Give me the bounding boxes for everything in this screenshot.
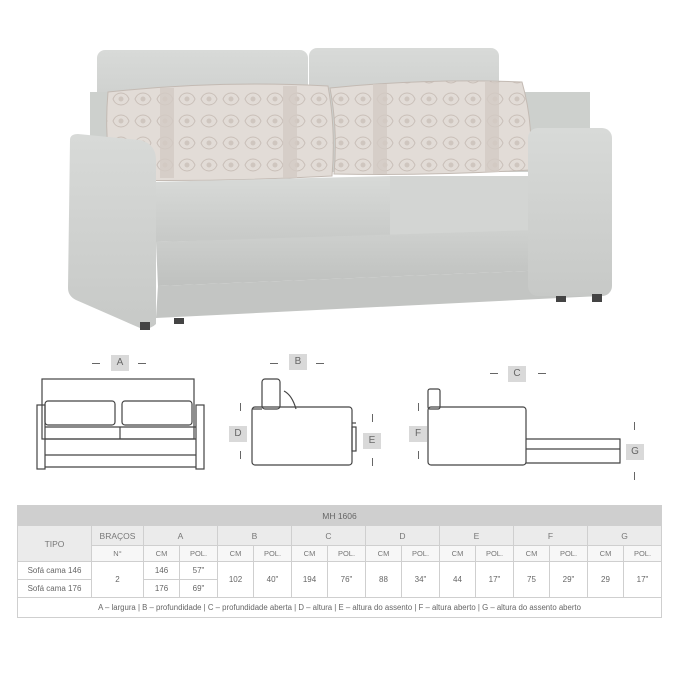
sub-cm: CM bbox=[440, 546, 476, 562]
a-cm-value: 176 bbox=[144, 580, 180, 598]
open-view-drawing bbox=[428, 389, 620, 465]
a-pol-value: 69" bbox=[180, 580, 218, 598]
dimension-drawings bbox=[0, 345, 673, 495]
sub-cm: CM bbox=[514, 546, 550, 562]
dim-c-tick-right bbox=[538, 373, 546, 374]
dim-label-b: B bbox=[289, 354, 307, 370]
dim-label-d: D bbox=[229, 426, 247, 442]
dim-g-tick-bottom bbox=[634, 472, 635, 480]
dim-a-tick-right bbox=[138, 363, 146, 364]
bracos-value: 2 bbox=[92, 562, 144, 598]
dim-g-tick-top bbox=[634, 422, 635, 430]
sub-cm: CM bbox=[292, 546, 328, 562]
sub-cm: CM bbox=[588, 546, 624, 562]
sub-pol: POL. bbox=[550, 546, 588, 562]
header-b: B bbox=[218, 526, 292, 546]
dim-label-f: F bbox=[409, 426, 427, 442]
dim-label-a: A bbox=[111, 355, 129, 371]
dim-d-tick-top bbox=[240, 403, 241, 411]
sub-pol: POL. bbox=[402, 546, 440, 562]
header-d: D bbox=[366, 526, 440, 546]
b-cm-value: 102 bbox=[218, 562, 254, 598]
header-f: F bbox=[514, 526, 588, 546]
sub-bracos: N° bbox=[92, 546, 144, 562]
dim-e-tick-top bbox=[372, 414, 373, 422]
dim-f-tick-top bbox=[418, 403, 419, 411]
sub-cm: CM bbox=[144, 546, 180, 562]
row-tipo: Sofá cama 146 bbox=[18, 562, 92, 580]
f-pol-value: 29" bbox=[550, 562, 588, 598]
sub-cm: CM bbox=[366, 546, 402, 562]
sub-pol: POL. bbox=[624, 546, 662, 562]
header-c: C bbox=[292, 526, 366, 546]
c-pol-value: 76" bbox=[328, 562, 366, 598]
g-pol-value: 17" bbox=[624, 562, 662, 598]
dim-d-tick-bottom bbox=[240, 451, 241, 459]
front-view-drawing bbox=[37, 379, 204, 469]
e-pol-value: 17" bbox=[476, 562, 514, 598]
table-row bbox=[18, 562, 662, 580]
spec-table bbox=[17, 505, 662, 618]
dim-c-tick-left bbox=[490, 373, 498, 374]
side-view-drawing bbox=[252, 379, 356, 465]
dim-f-tick-bottom bbox=[418, 451, 419, 459]
d-pol-value: 34" bbox=[402, 562, 440, 598]
dim-label-g: G bbox=[626, 444, 644, 460]
header-bracos: BRAÇOS bbox=[92, 526, 144, 546]
dim-a-tick-left bbox=[92, 363, 100, 364]
row-tipo: Sofá cama 176 bbox=[18, 580, 92, 598]
dim-label-e: E bbox=[363, 433, 381, 449]
g-cm-value: 29 bbox=[588, 562, 624, 598]
sub-pol: POL. bbox=[180, 546, 218, 562]
e-cm-value: 44 bbox=[440, 562, 476, 598]
header-g: G bbox=[588, 526, 662, 546]
dim-e-tick-bottom bbox=[372, 458, 373, 466]
sub-pol: POL. bbox=[328, 546, 366, 562]
dim-b-tick-right bbox=[316, 363, 324, 364]
header-e: E bbox=[440, 526, 514, 546]
dimension-legend: A – largura | B – profundidade | C – profundidade aberta | D – altura | E – altura do assento | F – altura aberto | G – altura do assento aberto bbox=[18, 598, 662, 618]
dim-label-c: C bbox=[508, 366, 526, 382]
b-pol-value: 40" bbox=[254, 562, 292, 598]
header-a: A bbox=[144, 526, 218, 546]
dim-b-tick-left bbox=[270, 363, 278, 364]
model-title: MH 1606 bbox=[18, 506, 662, 526]
f-cm-value: 75 bbox=[514, 562, 550, 598]
c-cm-value: 194 bbox=[292, 562, 328, 598]
header-tipo: TIPO bbox=[18, 526, 92, 562]
a-pol-value: 57" bbox=[180, 562, 218, 580]
sub-cm: CM bbox=[218, 546, 254, 562]
sub-pol: POL. bbox=[476, 546, 514, 562]
d-cm-value: 88 bbox=[366, 562, 402, 598]
a-cm-value: 146 bbox=[144, 562, 180, 580]
sub-pol: POL. bbox=[254, 546, 292, 562]
